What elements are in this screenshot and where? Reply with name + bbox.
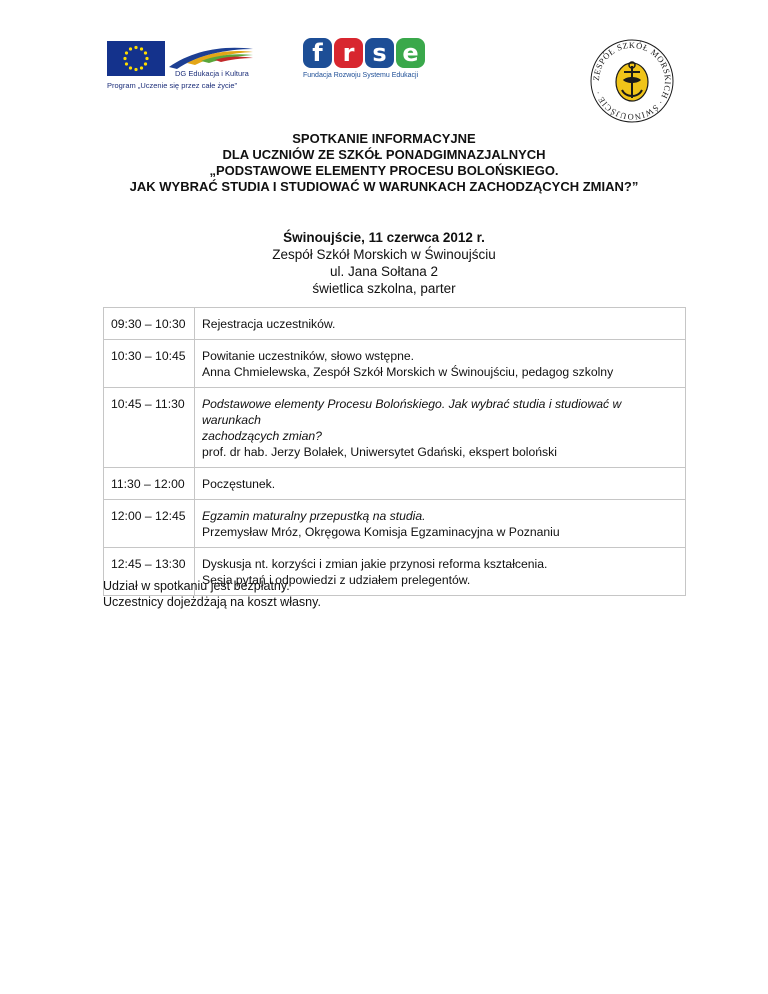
frse-subtitle: Fundacja Rozwoju Systemu Edukacji <box>303 72 419 79</box>
table-row <box>104 340 686 388</box>
school-seal <box>589 38 675 124</box>
event-address: ul. Jana Sołtana 2 <box>329 264 439 279</box>
event-info <box>0 229 768 297</box>
frse-letter-f: f <box>303 38 332 68</box>
agenda-time: 10:45 – 11:30 <box>104 388 195 468</box>
frse-letter-e: e <box>396 38 425 68</box>
document-title <box>0 131 768 195</box>
logo-bar <box>0 0 768 123</box>
agenda-text: Sesja pytań i odpowiedzi z udziałem prelegentów. <box>202 573 471 587</box>
agenda-description <box>195 468 686 500</box>
footer-line: Uczestnicy dojeżdżają na koszt własny. <box>103 595 321 609</box>
agenda-description <box>195 500 686 548</box>
agenda-time: 12:00 – 12:45 <box>104 500 195 548</box>
agenda-description <box>195 340 686 388</box>
agenda-text: Powitanie uczestników, słowo wstępne. <box>202 349 415 363</box>
agenda-time: 11:30 – 12:00 <box>104 468 195 500</box>
dg-education-label: DG Edukacja i Kultura <box>175 69 249 78</box>
title-line: SPOTKANIE INFORMACYJNE <box>292 131 476 146</box>
frse-letter-r: r <box>334 38 363 68</box>
frse-letter-s: s <box>365 38 394 68</box>
school-seal-emblem-icon <box>589 38 675 124</box>
agenda-text: Rejestracja uczestników. <box>202 317 336 331</box>
eu-program-logo <box>107 41 257 93</box>
event-date: Świnoujście, 11 czerwca 2012 r. <box>283 230 485 245</box>
table-row <box>104 308 686 340</box>
table-row <box>104 500 686 548</box>
agenda-text: Podstawowe elementy Procesu Bolońskiego. Jak wybrać studia i studiować w warunkach <box>202 397 622 427</box>
agenda-description <box>195 388 686 468</box>
frse-logo <box>303 38 433 88</box>
agenda-text: Egzamin maturalny przepustką na studia. <box>202 509 426 523</box>
event-room: świetlica szkolna, parter <box>312 281 456 296</box>
agenda-text: zachodzących zmian? <box>202 429 322 443</box>
agenda-time: 09:30 – 10:30 <box>104 308 195 340</box>
event-venue: Zespół Szkół Morskich w Świnoujściu <box>272 247 496 262</box>
agenda-speaker: Przemysław Mróz, Okręgowa Komisja Egzaminacyjna w Poznaniu <box>202 525 560 539</box>
svg-text:ZESPÓŁ SZKÓŁ MORSKICH · ŚWINOU: ZESPÓŁ SZKÓŁ MORSKICH · ŚWINOUJŚCIE · <box>590 39 674 123</box>
agenda-table <box>103 307 686 596</box>
agenda-description <box>195 308 686 340</box>
agenda-text: Poczęstunek. <box>202 477 276 491</box>
program-label: Program „Uczenie się przez całe życie” <box>107 81 238 90</box>
agenda-time: 12:45 – 13:30 <box>104 548 195 596</box>
agenda-text: Dyskusja nt. korzyści i zmian jakie przynosi reforma kształcenia. <box>202 557 548 571</box>
table-row <box>104 388 686 468</box>
agenda-speaker: Anna Chmielewska, Zespół Szkół Morskich w Świnoujściu, pedagog szkolny <box>202 365 614 379</box>
eu-flag-icon <box>107 41 165 76</box>
agenda-time: 10:30 – 10:45 <box>104 340 195 388</box>
title-line: JAK WYBRAĆ STUDIA I STUDIOWAĆ W WARUNKACH ZACHODZĄCYCH ZMIAN?” <box>129 179 639 194</box>
footer-notes <box>103 578 321 610</box>
swoosh-icon <box>167 41 255 71</box>
agenda-speaker: prof. dr hab. Jerzy Bolałek, Uniwersytet Gdański, ekspert boloński <box>202 445 557 459</box>
title-line: „PODSTAWOWE ELEMENTY PROCESU BOLOŃSKIEGO. <box>209 163 559 178</box>
table-row <box>104 468 686 500</box>
title-line: DLA UCZNIÓW ZE SZKÓŁ PONADGIMNAZJALNYCH <box>222 147 546 162</box>
footer-line: Udział w spotkaniu jest bezpłatny. <box>103 579 290 593</box>
